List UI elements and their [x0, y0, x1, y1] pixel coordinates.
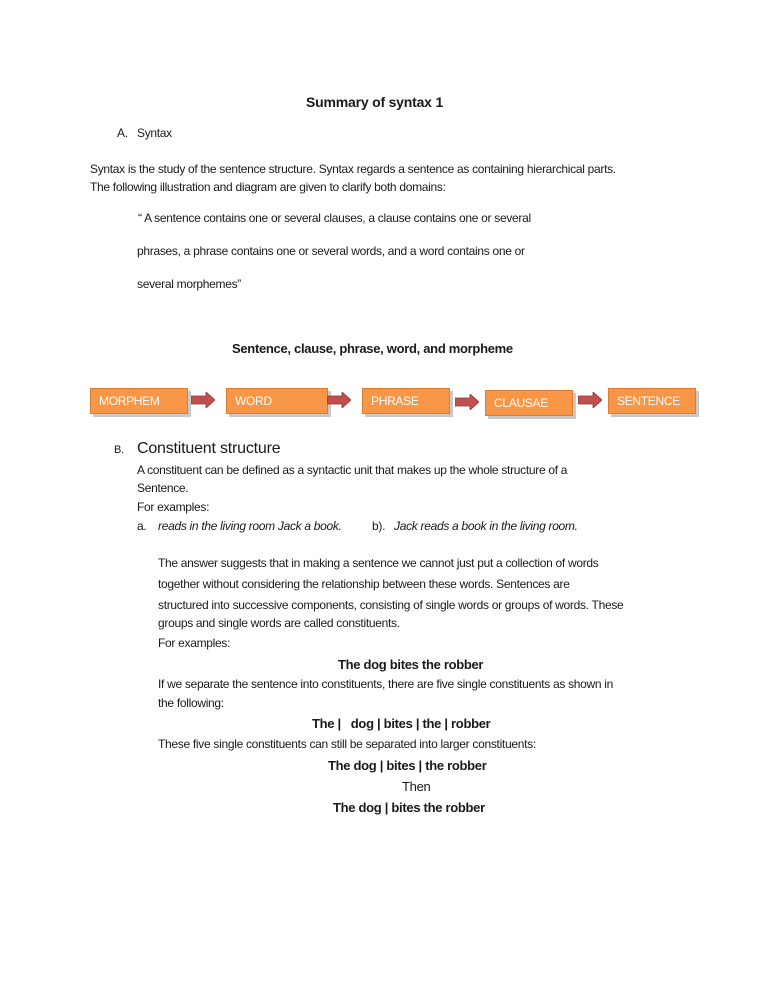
section-a-heading: Syntax: [137, 126, 172, 140]
diagram-box-morphem: MORPHEM: [90, 388, 188, 414]
quote-line-1: “ A sentence contains one or several clauses, a clause contains one or several: [138, 211, 531, 225]
arrow-right-icon: [191, 392, 215, 408]
separate-line-1: If we separate the sentence into constituents, there are five single constituents as shown in: [158, 677, 614, 691]
quote-line-3: several morphemes”: [137, 277, 241, 291]
diagram-box-word: WORD: [226, 388, 328, 414]
arrow-right-icon: [455, 394, 479, 410]
example-a-text: reads in the living room Jack a book.: [158, 519, 342, 533]
section-b-marker: B.: [114, 444, 124, 456]
example-b-text: Jack reads a book in the living room.: [394, 519, 578, 533]
constituent-definition-line-1: A constituent can be defined as a syntactic unit that makes up the whole structure of a: [137, 463, 568, 477]
document-title: Summary of syntax 1: [306, 94, 444, 110]
arrow-right-icon: [327, 392, 351, 408]
five-constituents: The | dog | bites | the | robber: [312, 716, 491, 731]
then-label: Then: [402, 779, 431, 794]
section-a-marker: A.: [117, 126, 128, 140]
example-sentence: The dog bites the robber: [338, 657, 484, 672]
three-constituents: The dog | bites | the robber: [328, 758, 487, 773]
answer-line-2: together without considering the relationship between these words. Sentences are: [158, 577, 570, 591]
syntax-paragraph-line-2: The following illustration and diagram are given to clarify both domains:: [90, 180, 446, 194]
constituent-definition-line-2: Sentence.: [137, 481, 189, 495]
for-examples-label-2: For examples:: [158, 636, 231, 650]
answer-line-4: groups and single words are called constituents.: [158, 616, 400, 630]
diagram-title: Sentence, clause, phrase, word, and morpheme: [232, 341, 513, 356]
diagram-box-sentence: SENTENCE: [608, 388, 696, 414]
for-examples-label: For examples:: [137, 500, 210, 514]
separate-line-2: the following:: [158, 696, 224, 710]
two-constituents: The dog | bites the robber: [333, 800, 485, 815]
syntax-paragraph-line-1: Syntax is the study of the sentence structure. Syntax regards a sentence as containing hierarchical parts.: [90, 162, 616, 176]
arrow-right-icon: [578, 392, 602, 408]
quote-line-2: phrases, a phrase contains one or several words, and a word contains one or: [137, 244, 525, 258]
example-a-marker: a.: [137, 519, 147, 533]
section-b-heading: Constituent structure: [137, 440, 281, 457]
larger-constituents-line: These five single constituents can still be separated into larger constituents:: [158, 737, 536, 751]
diagram-box-clausae: CLAUSAE: [485, 390, 573, 416]
example-b-marker: b).: [372, 519, 386, 533]
answer-line-1: The answer suggests that in making a sentence we cannot just put a collection of words: [158, 556, 599, 570]
answer-line-3: structured into successive components, consisting of single words or groups of words. These: [158, 598, 624, 612]
diagram-box-phrase: PHRASE: [362, 388, 450, 414]
